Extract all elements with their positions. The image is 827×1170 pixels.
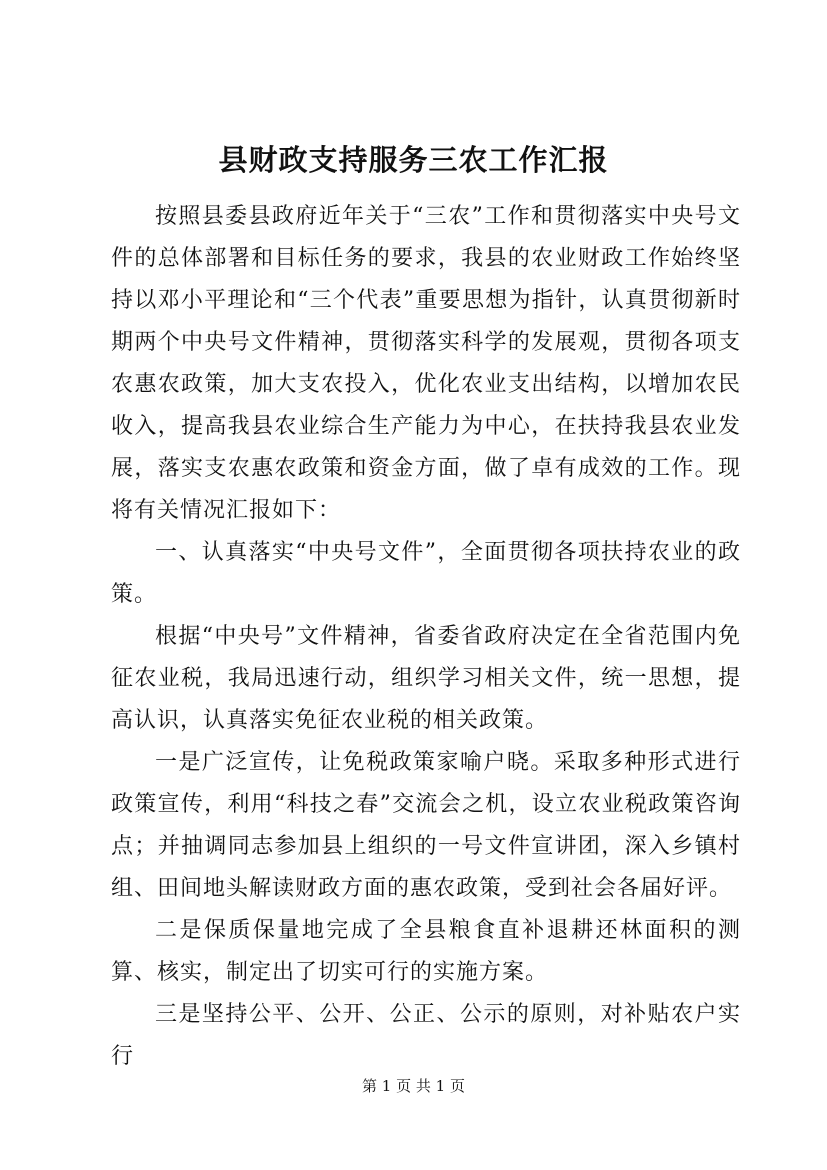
document-body <box>111 196 741 1078</box>
paragraph-intro: 按照县委县政府近年关于“三农”工作和贯彻落实中央号文件的总体部署和目标任务的要求，我县的农业财政工作始终坚持以邓小平理论和“三个代表”重要思想为指针，认真贯彻新时期两个中央号文件精神，贯彻落实科学的发展观，贯彻各项支农惠农政策，加大支农投入，优化农业支出结构，以增加农民收入，提高我县农业综合生产能力为中心，在扶持我县农业发展，落实支农惠农政策和资金方面，做了卓有成效的工作。现将有关情况汇报如下： <box>111 204 741 523</box>
paragraph-point-3: 三是坚持公平、公开、公正、公示的原则，对补贴农户实行 <box>111 1002 741 1069</box>
paragraph-policy: 根据“中央号”文件精神，省委省政府决定在全省范围内免征农业税，我局迅速行动，组织学习相关文件，统一思想，提高认识，认真落实免征农业税的相关政策。 <box>111 624 741 733</box>
paragraph-section-heading-1: 一、认真落实“中央号文件”，全面贯彻各项扶持农业的政策。 <box>111 540 741 607</box>
paragraph-point-2: 二是保质保量地完成了全县粮食直补退耕还林面积的测算、核实，制定出了切实可行的实施方案。 <box>111 918 741 985</box>
document-title: 县财政支持服务三农工作汇报 <box>218 143 609 177</box>
paragraph-point-1: 一是广泛宣传，让免税政策家喻户晓。采取多种形式进行政策宣传，利用“科技之春”交流会之机，设立农业税政策咨询点；并抽调同志参加县上组织的一号文件宣讲团，深入乡镇村组、田间地头解读财政方面的惠农政策，受到社会各届好评。 <box>111 750 741 901</box>
page-number-footer: 第 1 页 共 1 页 <box>362 1077 465 1095</box>
